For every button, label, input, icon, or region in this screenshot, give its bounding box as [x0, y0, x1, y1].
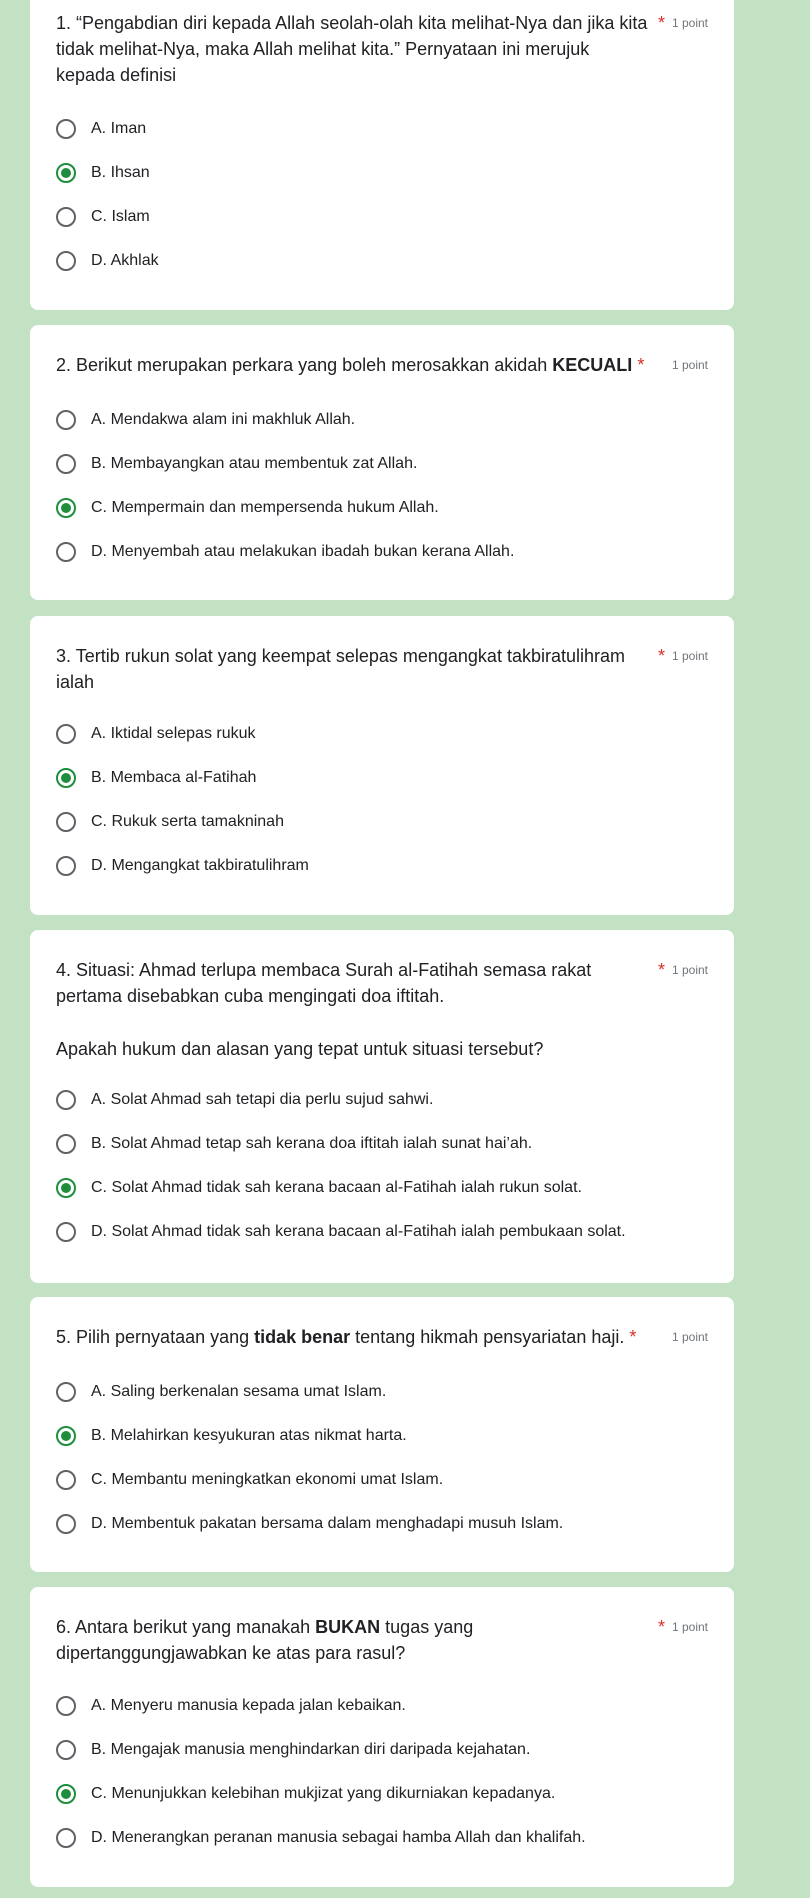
- points-label: 1 point: [671, 963, 708, 977]
- radio-icon[interactable]: [56, 207, 76, 227]
- option-label: A. Menyeru manusia kepada jalan kebaikan.: [91, 1697, 406, 1714]
- option-label: B. Ihsan: [91, 164, 150, 181]
- option-radio[interactable]: [56, 1466, 443, 1494]
- option-radio[interactable]: [56, 764, 256, 792]
- question-card-6: [30, 1587, 734, 1887]
- option-radio[interactable]: [56, 1422, 407, 1450]
- required-asterisk: *: [657, 1617, 665, 1637]
- radio-icon[interactable]: [56, 1828, 76, 1848]
- option-label: C. Menunjukkan kelebihan mukjizat yang dikurniakan kepadanya.: [91, 1785, 556, 1802]
- radio-icon[interactable]: [56, 1740, 76, 1760]
- option-radio[interactable]: [56, 808, 284, 836]
- option-label: B. Mengajak manusia menghindarkan diri daripada kejahatan.: [91, 1741, 531, 1758]
- question-card-4: [30, 930, 734, 1283]
- required-asterisk: *: [657, 646, 665, 666]
- radio-checked-icon[interactable]: [56, 1784, 76, 1804]
- required-asterisk: *: [657, 13, 665, 33]
- option-radio[interactable]: [56, 203, 150, 231]
- option-label: A. Saling berkenalan sesama umat Islam.: [91, 1383, 387, 1400]
- radio-icon[interactable]: [56, 724, 76, 744]
- points-label: 1 point: [671, 16, 708, 30]
- option-radio[interactable]: [56, 406, 355, 434]
- question-title: 6. Antara berikut yang manakah BUKAN tugas yang dipertanggungjawabkan ke atas para rasul?: [56, 1617, 474, 1663]
- radio-checked-icon[interactable]: [56, 768, 76, 788]
- radio-icon[interactable]: [56, 454, 76, 474]
- option-radio[interactable]: [56, 159, 150, 187]
- option-radio[interactable]: [56, 1218, 626, 1246]
- option-label: C. Mempermain dan mempersenda hukum Allah.: [91, 499, 439, 516]
- option-radio[interactable]: [56, 450, 417, 478]
- option-radio[interactable]: [56, 720, 256, 748]
- radio-icon[interactable]: [56, 1696, 76, 1716]
- option-label: D. Akhlak: [91, 252, 159, 269]
- option-radio[interactable]: [56, 1130, 532, 1158]
- points-label: 1 point: [671, 1330, 708, 1344]
- question-card-3: [30, 616, 734, 915]
- option-label: C. Solat Ahmad tidak sah kerana bacaan al-Fatihah ialah rukun solat.: [91, 1179, 582, 1196]
- radio-icon[interactable]: [56, 410, 76, 430]
- option-radio[interactable]: [56, 1692, 406, 1720]
- radio-icon[interactable]: [56, 1514, 76, 1534]
- option-radio[interactable]: [56, 1510, 563, 1538]
- radio-icon[interactable]: [56, 812, 76, 832]
- question-card-1: [30, 0, 734, 310]
- option-label: D. Menyembah atau melakukan ibadah bukan kerana Allah.: [91, 543, 515, 560]
- points-label: 1 point: [671, 1620, 708, 1634]
- option-radio[interactable]: [56, 852, 309, 880]
- radio-icon[interactable]: [56, 1134, 76, 1154]
- option-label: B. Melahirkan kesyukuran atas nikmat harta.: [91, 1427, 407, 1444]
- question-card-5: [30, 1297, 734, 1572]
- radio-icon[interactable]: [56, 542, 76, 562]
- option-radio[interactable]: [56, 1780, 555, 1808]
- radio-icon[interactable]: [56, 251, 76, 271]
- radio-icon[interactable]: [56, 1222, 76, 1242]
- required-asterisk: *: [637, 355, 645, 375]
- option-label: C. Islam: [91, 208, 150, 225]
- required-asterisk: *: [629, 1327, 637, 1347]
- option-radio[interactable]: [56, 494, 439, 522]
- radio-checked-icon[interactable]: [56, 1426, 76, 1446]
- option-label: A. Solat Ahmad sah tetapi dia perlu sujud sahwi.: [91, 1091, 434, 1108]
- question-title: 3. Tertib rukun solat yang keempat selepas mengangkat takbiratulihram ialah: [56, 646, 625, 692]
- question-card-2: [30, 325, 734, 600]
- points-label: 1 point: [671, 358, 708, 372]
- option-label: D. Solat Ahmad tidak sah kerana bacaan al-Fatihah ialah pembukaan solat.: [91, 1223, 626, 1240]
- option-label: B. Membayangkan atau membentuk zat Allah.: [91, 455, 418, 472]
- option-radio[interactable]: [56, 247, 159, 275]
- option-label: A. Iktidal selepas rukuk: [91, 725, 256, 742]
- option-label: D. Membentuk pakatan bersama dalam menghadapi musuh Islam.: [91, 1515, 564, 1532]
- required-asterisk: *: [657, 960, 665, 980]
- radio-icon[interactable]: [56, 856, 76, 876]
- option-radio[interactable]: [56, 538, 514, 566]
- option-radio[interactable]: [56, 1824, 586, 1852]
- radio-checked-icon[interactable]: [56, 163, 76, 183]
- option-label: C. Rukuk serta tamakninah: [91, 813, 284, 830]
- option-radio[interactable]: [56, 1174, 582, 1202]
- option-radio[interactable]: [56, 1378, 386, 1406]
- option-label: B. Solat Ahmad tetap sah kerana doa iftitah ialah sunat hai’ah.: [91, 1135, 533, 1152]
- option-label: D. Mengangkat takbiratulihram: [91, 857, 309, 874]
- option-label: A. Iman: [91, 120, 147, 137]
- radio-icon[interactable]: [56, 119, 76, 139]
- option-label: C. Membantu meningkatkan ekonomi umat Islam.: [91, 1471, 444, 1488]
- question-description: Apakah hukum dan alasan yang tepat untuk situasi tersebut?: [56, 1039, 544, 1059]
- radio-checked-icon[interactable]: [56, 1178, 76, 1198]
- option-label: A. Mendakwa alam ini makhluk Allah.: [91, 411, 356, 428]
- radio-icon[interactable]: [56, 1470, 76, 1490]
- option-radio[interactable]: [56, 1736, 530, 1764]
- option-radio[interactable]: [56, 1086, 433, 1114]
- question-title: 1. “Pengabdian diri kepada Allah seolah-olah kita melihat-Nya dan jika kita tidak melihat-Nya, maka Allah melihat kita.” Pernyataan ini merujuk kepada definisi: [56, 13, 648, 85]
- radio-icon[interactable]: [56, 1382, 76, 1402]
- question-title: 2. Berikut merupakan perkara yang boleh merosakkan akidah KECUALI *: [56, 355, 645, 375]
- question-title: 4. Situasi: Ahmad terlupa membaca Surah al-Fatihah semasa rakat pertama disebabkan cuba mengingati doa iftitah.: [56, 960, 592, 1006]
- option-label: D. Menerangkan peranan manusia sebagai hamba Allah dan khalifah.: [91, 1829, 586, 1846]
- radio-icon[interactable]: [56, 1090, 76, 1110]
- question-title: 5. Pilih pernyataan yang tidak benar tentang hikmah pensyariatan haji. *: [56, 1327, 637, 1347]
- option-label: B. Membaca al-Fatihah: [91, 769, 257, 786]
- radio-checked-icon[interactable]: [56, 498, 76, 518]
- points-label: 1 point: [671, 649, 708, 663]
- option-radio[interactable]: [56, 115, 146, 143]
